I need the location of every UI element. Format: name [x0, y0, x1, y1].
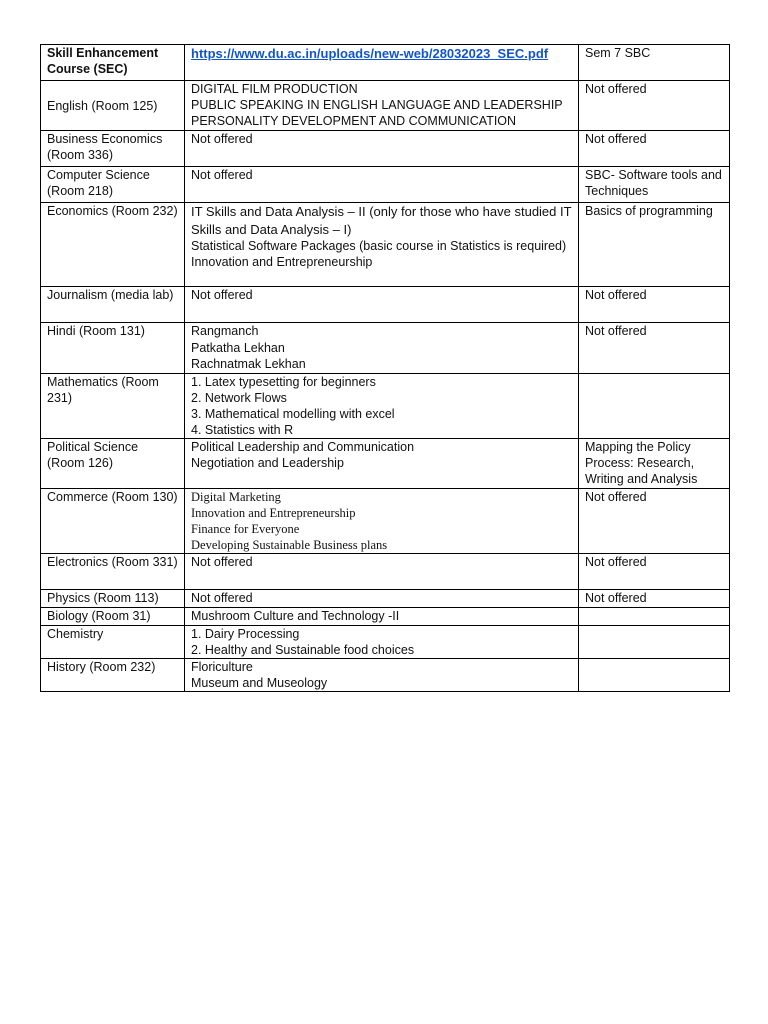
- course-item: Museum and Museology: [191, 675, 328, 690]
- table-row: [41, 438, 730, 488]
- sem7-cell: Not offered: [579, 81, 730, 131]
- table-row: [41, 488, 730, 553]
- courses-cell: [185, 323, 579, 374]
- courses-cell: [185, 607, 579, 625]
- dept-name: History (Room 232): [41, 658, 185, 691]
- table-row: [41, 287, 730, 323]
- courses-cell: [185, 373, 579, 438]
- course-item: 4. Statistics with R: [191, 422, 294, 437]
- sem7-cell: [579, 607, 730, 625]
- dept-name: Mathematics (Room 231): [41, 373, 185, 438]
- courses-cell: [185, 81, 579, 131]
- dept-name: Commerce (Room 130): [41, 488, 185, 553]
- sem7-cell: Mapping the Policy Process: Research, Writing and Analysis: [579, 438, 730, 488]
- course-item: Political Leadership and Communication: [191, 439, 415, 454]
- course-item: 2. Network Flows: [191, 390, 287, 405]
- courses-cell: [185, 658, 579, 691]
- dept-name: English (Room 125): [47, 98, 158, 113]
- sem7-cell: Not offered: [579, 589, 730, 607]
- course-item: Mushroom Culture and Technology -II: [191, 608, 400, 623]
- table-row: [41, 323, 730, 374]
- sem7-cell: SBC- Software tools and Techniques: [579, 167, 730, 203]
- courses-cell: [185, 203, 579, 287]
- dept-name: Journalism (media lab): [41, 287, 185, 323]
- sem7-cell: Basics of programming: [579, 203, 730, 287]
- course-item: Not offered: [191, 288, 253, 302]
- dept-name: Chemistry: [41, 625, 185, 658]
- dept-name: Electronics (Room 331): [41, 553, 185, 589]
- sem7-cell: [579, 373, 730, 438]
- table-header-row: [41, 45, 730, 81]
- table-row: [41, 625, 730, 658]
- sec-table: [40, 44, 730, 692]
- courses-cell: [185, 438, 579, 488]
- dept-name: Biology (Room 31): [41, 607, 185, 625]
- table-row: [41, 131, 730, 167]
- dept-name: Hindi (Room 131): [41, 323, 185, 374]
- sem7-cell: Not offered: [579, 488, 730, 553]
- table-row: [41, 658, 730, 691]
- course-item: Negotiation and Leadership: [191, 455, 344, 470]
- course-item: Innovation and Entrepreneurship: [191, 505, 356, 520]
- header-sem7-cell: Sem 7 SBC: [579, 45, 730, 81]
- courses-cell: [185, 287, 579, 323]
- sem7-cell: [579, 625, 730, 658]
- course-item: PUBLIC SPEAKING IN ENGLISH LANGUAGE AND LEADERSHIP: [191, 98, 563, 112]
- course-item: Not offered: [191, 168, 253, 182]
- course-item: Rachnatmak Lekhan: [191, 357, 306, 371]
- course-item: Digital Marketing: [191, 489, 281, 504]
- courses-cell: [185, 589, 579, 607]
- dept-name: Political Science (Room 126): [41, 438, 185, 488]
- courses-cell: [185, 553, 579, 589]
- course-item: Innovation and Entrepreneurship: [191, 255, 373, 269]
- dept-name: Physics (Room 113): [41, 589, 185, 607]
- courses-cell: [185, 488, 579, 553]
- course-item: DIGITAL FILM PRODUCTION: [191, 82, 358, 96]
- course-item: Statistical Software Packages (basic course in Statistics is required): [191, 239, 567, 253]
- sem7-cell: Not offered: [579, 553, 730, 589]
- course-item: Rangmanch: [191, 324, 259, 338]
- sem7-cell: Not offered: [579, 287, 730, 323]
- table-row: [41, 607, 730, 625]
- course-item: IT Skills and Data Analysis – II (only for those who have studied IT Skills and Data Analysis – I): [191, 204, 572, 237]
- course-item: Not offered: [191, 554, 253, 569]
- table-row: [41, 167, 730, 203]
- course-item: PERSONALITY DEVELOPMENT AND COMMUNICATION: [191, 114, 517, 128]
- courses-cell: [185, 167, 579, 203]
- course-item: 1. Latex typesetting for beginners: [191, 374, 376, 389]
- course-item: 2. Healthy and Sustainable food choices: [191, 642, 415, 657]
- table-row: [41, 373, 730, 438]
- sem7-cell: Not offered: [579, 131, 730, 167]
- course-item: Developing Sustainable Business plans: [191, 537, 388, 552]
- sem7-cell: Not offered: [579, 323, 730, 374]
- dept-name: Business Economics (Room 336): [41, 131, 185, 167]
- table-row: [41, 589, 730, 607]
- course-item: 3. Mathematical modelling with excel: [191, 406, 395, 421]
- course-item: Floriculture: [191, 659, 253, 674]
- header-link-cell: [185, 45, 579, 81]
- dept-name: Economics (Room 232): [41, 203, 185, 287]
- sem7-cell: [579, 658, 730, 691]
- sec-pdf-link[interactable]: https://www.du.ac.in/uploads/new-web/28032023_SEC.pdf: [191, 46, 549, 61]
- courses-cell: [185, 131, 579, 167]
- courses-cell: [185, 625, 579, 658]
- table-row: [41, 81, 730, 131]
- course-item: Not offered: [191, 132, 253, 146]
- course-item: Not offered: [191, 590, 253, 605]
- course-item: Finance for Everyone: [191, 521, 300, 536]
- course-item: Patkatha Lekhan: [191, 340, 285, 355]
- course-item: 1. Dairy Processing: [191, 626, 300, 641]
- header-dept-cell: Skill Enhancement Course (SEC): [41, 45, 185, 81]
- table-row: [41, 203, 730, 287]
- table-row: [41, 553, 730, 589]
- dept-name: Computer Science (Room 218): [41, 167, 185, 203]
